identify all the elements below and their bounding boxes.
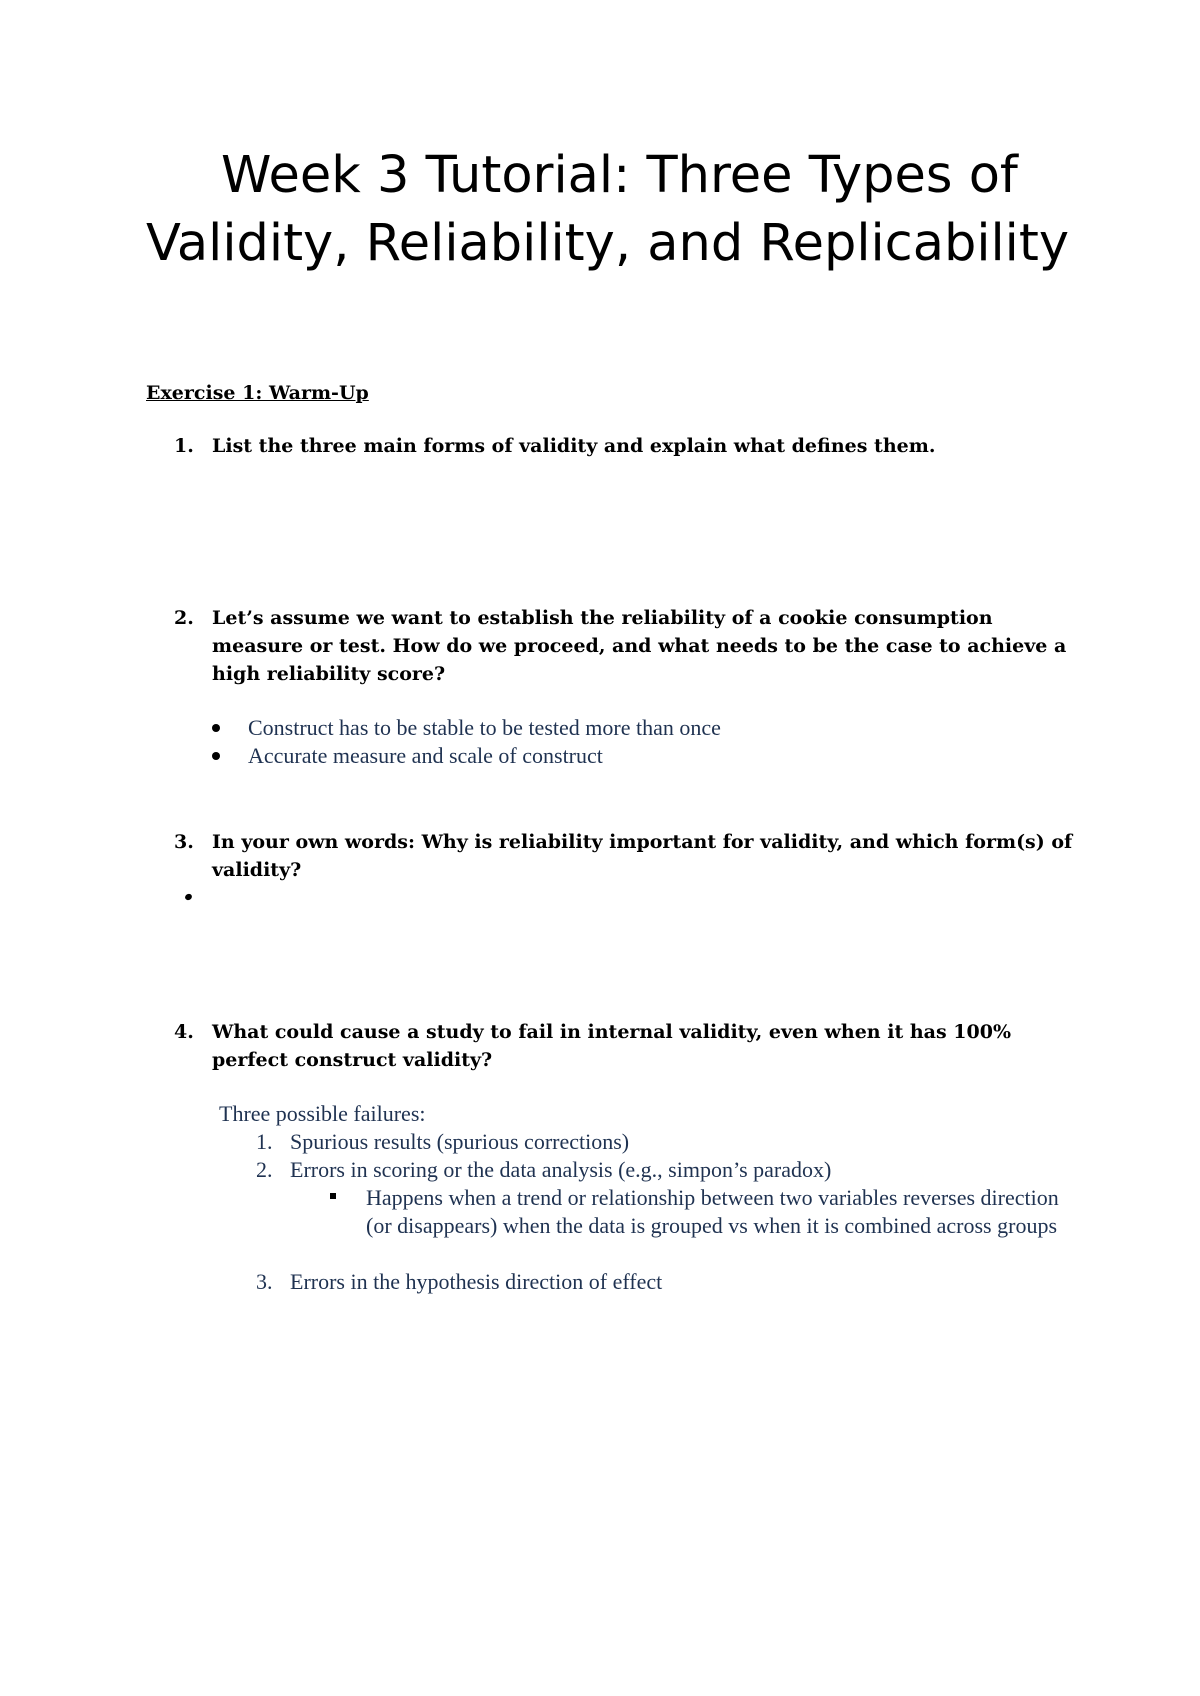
question-number: 4. <box>174 1021 194 1043</box>
bullet-dot-icon <box>212 752 220 760</box>
question-2 <box>146 604 1076 688</box>
failure-note-text: Happens when a trend or relationship between two variables reverses direction (or disappears) when the data is grouped vs when it is combined across groups <box>366 1185 1059 1238</box>
question-text: What could cause a study to fail in internal validity, even when it has 100% perfect construct validity? <box>212 1021 1011 1071</box>
answer-bullet <box>212 742 603 770</box>
question-4 <box>146 1018 1076 1074</box>
failure-number: 3. <box>256 1269 273 1294</box>
question-number: 1. <box>174 435 194 457</box>
document-title <box>146 142 1076 278</box>
question-number: 2. <box>174 607 194 629</box>
question-number: 3. <box>174 831 194 853</box>
question-3 <box>146 828 1076 884</box>
failure-item <box>256 1156 1056 1184</box>
bullet-dot-icon <box>212 724 220 732</box>
failure-number: 2. <box>256 1157 273 1182</box>
failure-text: Spurious results (spurious corrections) <box>290 1129 630 1154</box>
question-1 <box>146 432 1076 460</box>
failure-text: Errors in the hypothesis direction of effect <box>290 1269 663 1294</box>
answer-text: Accurate measure and scale of construct <box>248 743 603 768</box>
failure-number: 1. <box>256 1129 273 1154</box>
exercise-heading: Exercise 1: Warm-Up <box>146 382 369 404</box>
answer-intro: Three possible failures: <box>219 1101 426 1126</box>
answer-bullet <box>212 714 721 742</box>
answer-text: Construct has to be stable to be tested more than once <box>248 715 721 740</box>
square-bullet-icon <box>330 1193 336 1199</box>
stray-bullet-icon <box>184 893 193 901</box>
question-text: List the three main forms of validity and explain what defines them. <box>212 435 936 457</box>
failure-item <box>256 1128 1056 1156</box>
document-title-text: Week 3 Tutorial: Three Types of Validity, Reliability, and Replicability <box>146 146 1070 273</box>
question-text: Let’s assume we want to establish the reliability of a cookie consumption measure or test. How do we proceed, and what needs to be the case to achieve a high reliability score? <box>212 607 1067 685</box>
failure-text: Errors in scoring or the data analysis (e.g., simpon’s paradox) <box>290 1157 832 1182</box>
failure-note <box>330 1184 1070 1240</box>
question-text: In your own words: Why is reliability important for validity, and which form(s) of validity? <box>212 831 1073 881</box>
failure-item <box>256 1268 1056 1296</box>
